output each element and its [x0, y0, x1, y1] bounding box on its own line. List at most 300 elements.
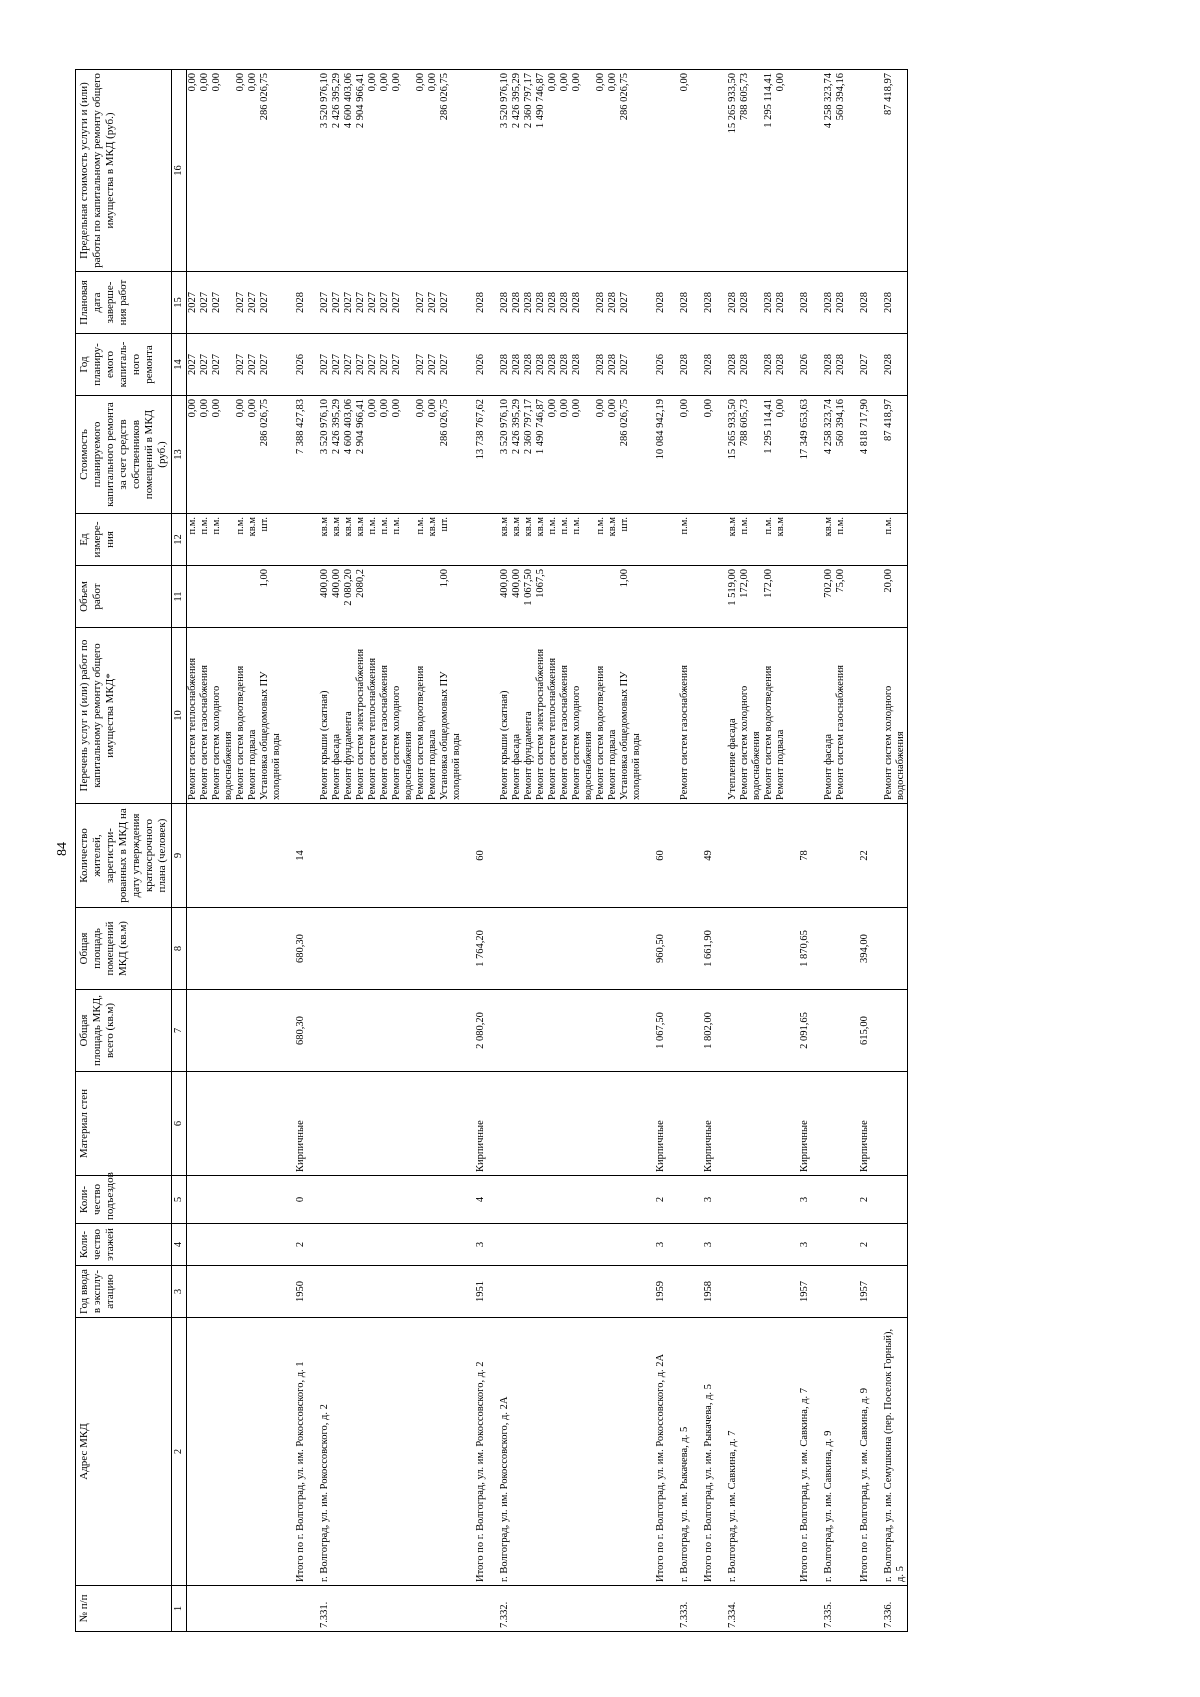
rooms-area-cell — [319, 908, 331, 990]
work-type-cell — [655, 628, 667, 804]
work-row — [595, 70, 607, 1632]
completion-date-cell: 2027 — [427, 272, 439, 334]
completion-date-cell: 2028 — [775, 272, 787, 334]
cost-cell: 2 426 395,29 — [511, 396, 523, 514]
repair-year-cell: 2027 — [259, 334, 283, 396]
empty-cell — [847, 908, 859, 990]
limit-cost-cell: 3 520 976,10 — [319, 70, 331, 272]
residents-cell: 60 — [655, 804, 667, 908]
unit-cell: кв.м — [535, 514, 547, 566]
year-built-cell: 1957 — [799, 1266, 811, 1318]
cost-cell: 0,00 — [571, 396, 595, 514]
total-area-cell: 615,00 — [859, 990, 871, 1072]
empty-cell — [871, 334, 883, 396]
work-type-cell: Ремонт систем водоотведения — [415, 628, 427, 804]
work-type-cell: Установка общедомовых ПУ холодной воды — [259, 628, 283, 804]
empty-cell — [307, 566, 319, 628]
work-volume-cell — [775, 566, 787, 628]
total-row — [799, 70, 811, 1632]
unit-cell: п.м. — [595, 514, 607, 566]
empty-cell — [787, 1224, 799, 1266]
residents-cell — [259, 804, 283, 908]
rooms-area-cell — [379, 908, 391, 990]
empty-cell — [871, 566, 883, 628]
cost-cell: 286 026,75 — [259, 396, 283, 514]
row-number: 7.333. — [679, 1586, 691, 1632]
empty-cell — [691, 70, 703, 272]
unit-cell: кв.м — [319, 514, 331, 566]
row-number — [535, 1586, 547, 1632]
year-built-cell: 1959 — [655, 1266, 667, 1318]
address-cell: г. Волгоград, ул. им. Савкина, д. 7 — [727, 1318, 739, 1586]
address-cell: Итого по г. Волгоград, ул. им. Савкина, д. 7 — [799, 1318, 811, 1586]
work-volume-cell: 1,00 — [439, 566, 463, 628]
completion-date-cell: 2028 — [859, 272, 871, 334]
completion-date-cell: 2028 — [799, 272, 811, 334]
entrances-cell — [247, 1176, 259, 1224]
row-number — [427, 1586, 439, 1632]
wall-material-cell — [571, 1072, 595, 1176]
rooms-area-cell — [415, 908, 427, 990]
empty-cell — [691, 514, 703, 566]
rooms-area-cell — [883, 908, 908, 990]
cost-cell: 3 520 976,10 — [319, 396, 331, 514]
floors-cell — [607, 1224, 619, 1266]
residents-cell — [727, 804, 739, 908]
cost-cell: 0,00 — [391, 396, 415, 514]
residents-cell — [235, 804, 247, 908]
row-number — [607, 1586, 619, 1632]
work-type-cell: Установка общедомовых ПУ холодной воды — [439, 628, 463, 804]
work-volume-cell — [187, 566, 200, 628]
year-built-cell — [763, 1266, 775, 1318]
floors-cell — [367, 1224, 379, 1266]
total-area-cell — [571, 990, 595, 1072]
unit-cell — [799, 514, 811, 566]
cost-cell: 0,00 — [415, 396, 427, 514]
empty-cell — [307, 1266, 319, 1318]
capital-repair-table — [75, 69, 908, 1632]
cost-cell: 0,00 — [199, 396, 211, 514]
empty-cell — [463, 990, 475, 1072]
column-number: 13 — [172, 396, 187, 514]
total-area-cell — [679, 990, 691, 1072]
empty-cell — [463, 1224, 475, 1266]
unit-cell: кв.м — [343, 514, 355, 566]
work-row — [235, 70, 247, 1632]
limit-cost-cell: 286 026,75 — [439, 70, 463, 272]
floors-cell: 2 — [295, 1224, 307, 1266]
empty-cell — [667, 804, 679, 908]
work-volume-cell: 2 080,20 — [343, 566, 355, 628]
empty-cell — [811, 1318, 823, 1586]
repair-year-cell: 2027 — [319, 334, 331, 396]
address-cell — [559, 1318, 571, 1586]
empty-cell — [787, 1266, 799, 1318]
entrances-cell — [679, 1176, 691, 1224]
unit-cell: п.м. — [883, 514, 908, 566]
unit-cell: п.м. — [211, 514, 235, 566]
limit-cost-cell: 0,00 — [391, 70, 415, 272]
empty-cell — [643, 628, 655, 804]
address-cell — [259, 1318, 283, 1586]
work-type-cell: Ремонт систем электроснабжения — [535, 628, 547, 804]
completion-date-cell: 2028 — [595, 272, 607, 334]
total-area-cell — [511, 990, 523, 1072]
repair-year-cell: 2026 — [655, 334, 667, 396]
year-built-cell — [247, 1266, 259, 1318]
row-number — [439, 1586, 463, 1632]
residents-cell — [883, 804, 908, 908]
cost-cell: 1 490 746,87 — [535, 396, 547, 514]
year-built-cell — [199, 1266, 211, 1318]
residents-cell — [571, 804, 595, 908]
empty-cell — [643, 1318, 655, 1586]
unit-cell: кв.м — [511, 514, 523, 566]
address-cell — [547, 1318, 559, 1586]
empty-cell — [715, 396, 727, 514]
completion-date-cell: 2028 — [883, 272, 908, 334]
floors-cell — [727, 1224, 739, 1266]
address-cell — [367, 1318, 379, 1586]
wall-material-cell — [247, 1072, 259, 1176]
year-built-cell — [619, 1266, 643, 1318]
column-number: 3 — [172, 1266, 187, 1318]
empty-cell — [811, 1176, 823, 1224]
entrances-cell — [439, 1176, 463, 1224]
cost-cell: 0,00 — [367, 396, 379, 514]
row-number — [259, 1586, 283, 1632]
repair-year-cell: 2028 — [559, 334, 571, 396]
work-type-cell: Ремонт систем газоснабжения — [559, 628, 571, 804]
wall-material-cell — [559, 1072, 571, 1176]
total-area-cell: 1 802,00 — [703, 990, 715, 1072]
cost-cell: 87 418,97 — [883, 396, 908, 514]
year-built-cell: 1957 — [859, 1266, 871, 1318]
work-type-cell: Ремонт крыши (скатная) — [319, 628, 331, 804]
year-built-cell — [367, 1266, 379, 1318]
floors-cell — [559, 1224, 571, 1266]
residents-cell — [367, 804, 379, 908]
empty-cell — [811, 566, 823, 628]
column-header: Перечень услуг и (или) работ по капитальному ремонту общего имущества МКД* — [76, 628, 172, 804]
work-type-cell: Ремонт фундамента — [523, 628, 535, 804]
year-built-cell — [835, 1266, 847, 1318]
completion-date-cell: 2028 — [835, 272, 847, 334]
total-area-cell — [355, 990, 367, 1072]
floors-cell — [547, 1224, 559, 1266]
empty-cell — [871, 272, 883, 334]
empty-cell — [667, 1266, 679, 1318]
entrances-cell — [883, 1176, 908, 1224]
cost-cell: 0,00 — [247, 396, 259, 514]
repair-year-cell: 2028 — [499, 334, 511, 396]
limit-cost-cell — [859, 70, 871, 272]
work-type-cell: Ремонт систем холодного водоснабжения — [883, 628, 908, 804]
empty-cell — [463, 1072, 475, 1176]
spacer-row — [871, 70, 883, 1632]
address-cell — [331, 1318, 343, 1586]
year-built-cell — [439, 1266, 463, 1318]
empty-cell — [643, 272, 655, 334]
work-type-cell: Ремонт систем теплоснабжения — [547, 628, 559, 804]
work-volume-cell — [295, 566, 307, 628]
work-volume-cell: 1067,5 — [535, 566, 547, 628]
work-row — [835, 70, 847, 1632]
empty-cell — [691, 1176, 703, 1224]
unit-cell: кв.м — [331, 514, 343, 566]
row-number — [655, 1586, 667, 1632]
completion-date-cell: 2028 — [607, 272, 619, 334]
wall-material-cell — [259, 1072, 283, 1176]
work-row — [619, 70, 643, 1632]
column-header: Год ввода в эксплу-атацию — [76, 1266, 172, 1318]
unit-cell: п.м. — [739, 514, 763, 566]
repair-year-cell: 2028 — [739, 334, 763, 396]
empty-cell — [847, 628, 859, 804]
rooms-area-cell — [679, 908, 691, 990]
unit-cell: п.м. — [367, 514, 379, 566]
empty-cell — [715, 1266, 727, 1318]
work-row — [439, 70, 463, 1632]
cost-cell: 4 600 403,06 — [343, 396, 355, 514]
total-area-cell — [343, 990, 355, 1072]
cost-cell: 3 520 976,10 — [499, 396, 511, 514]
rooms-area-cell — [427, 908, 439, 990]
floors-cell — [523, 1224, 535, 1266]
empty-cell — [811, 334, 823, 396]
completion-date-cell: 2028 — [523, 272, 535, 334]
total-area-cell — [427, 990, 439, 1072]
work-type-cell: Ремонт систем электроснабжения — [355, 628, 367, 804]
completion-date-cell: 2028 — [823, 272, 835, 334]
row-number — [343, 1586, 355, 1632]
empty-cell — [283, 1266, 295, 1318]
rooms-area-cell — [763, 908, 775, 990]
wall-material-cell — [343, 1072, 355, 1176]
house-row — [883, 70, 908, 1632]
address-cell — [427, 1318, 439, 1586]
wall-material-cell — [415, 1072, 427, 1176]
empty-cell — [487, 334, 499, 396]
column-number: 10 — [172, 628, 187, 804]
empty-cell — [715, 1224, 727, 1266]
unit-cell — [703, 514, 715, 566]
address-cell: Итого по г. Волгоград, ул. им. Рыкачева, д. 5 — [703, 1318, 715, 1586]
wall-material-cell: Кирпичные — [655, 1072, 667, 1176]
cost-cell: 788 605,73 — [739, 396, 763, 514]
repair-year-cell: 2027 — [427, 334, 439, 396]
empty-cell — [487, 908, 499, 990]
cost-cell: 0,00 — [427, 396, 439, 514]
wall-material-cell: Кирпичные — [859, 1072, 871, 1176]
floors-cell — [343, 1224, 355, 1266]
empty-cell — [691, 334, 703, 396]
year-built-cell — [259, 1266, 283, 1318]
empty-cell — [283, 1176, 295, 1224]
address-cell — [211, 1318, 235, 1586]
wall-material-cell — [511, 1072, 523, 1176]
work-type-cell: Ремонт систем водоотведения — [763, 628, 775, 804]
spacer-row — [463, 70, 475, 1632]
wall-material-cell — [499, 1072, 511, 1176]
completion-date-cell: 2027 — [367, 272, 379, 334]
floors-cell: 3 — [799, 1224, 811, 1266]
unit-cell: п.м. — [391, 514, 415, 566]
completion-date-cell: 2028 — [739, 272, 763, 334]
empty-cell — [691, 990, 703, 1072]
empty-cell — [487, 1176, 499, 1224]
total-area-cell — [199, 990, 211, 1072]
column-number: 15 — [172, 272, 187, 334]
empty-cell — [847, 514, 859, 566]
cost-cell: 0,00 — [559, 396, 571, 514]
empty-cell — [463, 628, 475, 804]
completion-date-cell: 2027 — [331, 272, 343, 334]
spacer-row — [691, 70, 703, 1632]
limit-cost-cell: 0,00 — [679, 70, 691, 272]
residents-cell — [355, 804, 367, 908]
year-built-cell — [571, 1266, 595, 1318]
work-volume-cell — [367, 566, 379, 628]
entrances-cell — [211, 1176, 235, 1224]
work-volume-cell — [211, 566, 235, 628]
wall-material-cell — [619, 1072, 643, 1176]
empty-cell — [715, 70, 727, 272]
address-cell: г. Волгоград, ул. им. Рокоссовского, д. 2 — [319, 1318, 331, 1586]
empty-cell — [787, 396, 799, 514]
empty-cell — [487, 1072, 499, 1176]
empty-cell — [643, 1072, 655, 1176]
cost-cell: 0,00 — [679, 396, 691, 514]
work-row — [559, 70, 571, 1632]
empty-cell — [307, 908, 319, 990]
rooms-area-cell — [523, 908, 535, 990]
floors-cell — [571, 1224, 595, 1266]
completion-date-cell: 2027 — [199, 272, 211, 334]
entrances-cell — [739, 1176, 763, 1224]
empty-cell — [283, 1224, 295, 1266]
total-area-cell — [535, 990, 547, 1072]
work-volume-cell — [607, 566, 619, 628]
work-row — [607, 70, 619, 1632]
limit-cost-cell: 0,00 — [547, 70, 559, 272]
year-built-cell — [775, 1266, 787, 1318]
residents-cell — [211, 804, 235, 908]
rooms-area-cell — [259, 908, 283, 990]
residents-cell — [319, 804, 331, 908]
repair-year-cell: 2026 — [295, 334, 307, 396]
empty-cell — [283, 70, 295, 272]
empty-cell — [463, 1586, 475, 1632]
year-built-cell: 1958 — [703, 1266, 715, 1318]
empty-cell — [811, 1224, 823, 1266]
rooms-area-cell — [511, 908, 523, 990]
work-row — [547, 70, 559, 1632]
floors-cell — [763, 1224, 775, 1266]
wall-material-cell — [355, 1072, 367, 1176]
work-type-cell: Установка общедомовых ПУ холодной воды — [619, 628, 643, 804]
cost-cell: 2 426 395,29 — [331, 396, 343, 514]
empty-cell — [715, 514, 727, 566]
rooms-area-cell — [499, 908, 511, 990]
rooms-area-cell — [235, 908, 247, 990]
work-type-cell: Ремонт систем водоотведения — [235, 628, 247, 804]
work-type-cell: Ремонт подвала — [775, 628, 787, 804]
empty-cell — [811, 70, 823, 272]
residents-cell — [679, 804, 691, 908]
repair-year-cell: 2028 — [607, 334, 619, 396]
table-header — [76, 70, 187, 1632]
wall-material-cell — [883, 1072, 908, 1176]
empty-cell — [787, 908, 799, 990]
column-number: 12 — [172, 514, 187, 566]
empty-cell — [715, 566, 727, 628]
cost-cell: 7 388 427,83 — [295, 396, 307, 514]
residents-cell — [595, 804, 607, 908]
row-number: 7.336. — [883, 1586, 908, 1632]
unit-cell: шт. — [439, 514, 463, 566]
column-number-row — [172, 70, 187, 1632]
empty-cell — [691, 1224, 703, 1266]
empty-cell — [667, 990, 679, 1072]
row-number — [199, 1586, 211, 1632]
work-volume-cell — [571, 566, 595, 628]
empty-cell — [691, 566, 703, 628]
work-row — [187, 70, 200, 1632]
year-built-cell — [727, 1266, 739, 1318]
cost-cell: 286 026,75 — [439, 396, 463, 514]
total-area-cell — [331, 990, 343, 1072]
limit-cost-cell: 2 904 966,41 — [355, 70, 367, 272]
work-volume-cell — [799, 566, 811, 628]
cost-cell: 4 818 717,90 — [859, 396, 871, 514]
column-header: Адрес МКД — [76, 1318, 172, 1586]
repair-year-cell: 2028 — [571, 334, 595, 396]
empty-cell — [691, 272, 703, 334]
year-built-cell: 1950 — [295, 1266, 307, 1318]
unit-cell: п.м. — [379, 514, 391, 566]
completion-date-cell: 2028 — [655, 272, 667, 334]
work-row — [523, 70, 535, 1632]
empty-cell — [787, 1318, 799, 1586]
total-row — [295, 70, 307, 1632]
rooms-area-cell — [211, 908, 235, 990]
entrances-cell — [415, 1176, 427, 1224]
cost-cell: 286 026,75 — [619, 396, 643, 514]
spacer-row — [643, 70, 655, 1632]
row-number — [547, 1586, 559, 1632]
empty-cell — [283, 990, 295, 1072]
year-built-cell — [331, 1266, 343, 1318]
cost-cell: 0,00 — [595, 396, 607, 514]
floors-cell: 3 — [475, 1224, 487, 1266]
wall-material-cell — [679, 1072, 691, 1176]
residents-cell — [247, 804, 259, 908]
empty-cell — [871, 514, 883, 566]
repair-year-cell: 2027 — [391, 334, 415, 396]
column-number: 14 — [172, 334, 187, 396]
residents-cell — [379, 804, 391, 908]
repair-year-cell: 2026 — [475, 334, 487, 396]
column-header: Общая площадь помещений МКД (кв.м) — [76, 908, 172, 990]
repair-year-cell: 2027 — [235, 334, 247, 396]
address-cell: г. Волгоград, ул. им. Рокоссовского, д. 2А — [499, 1318, 511, 1586]
year-built-cell — [511, 1266, 523, 1318]
limit-cost-cell — [799, 70, 811, 272]
empty-cell — [787, 990, 799, 1072]
empty-cell — [643, 990, 655, 1072]
